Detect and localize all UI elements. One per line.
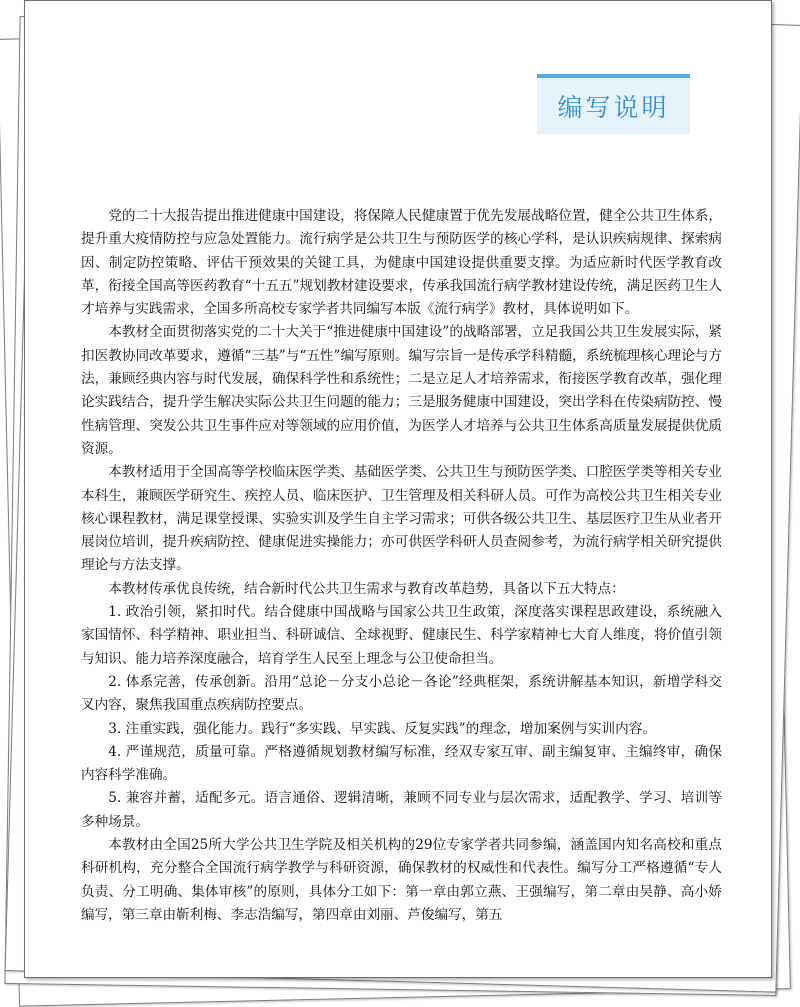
paragraph: 本教材由全国25所大学公共卫生学院及相关机构的29位专家学者共同参编，涵盖国内知名高校和重点科研机构，充分整合全国流行病学教学与科研资源，确保教材的权威性和代表性。编写分工严格遵循“专人负责、分工明确、集体审核”的原则，具体分工如下：第一章由郭立燕、王强编写，第二章由吴静、高小娇编写，第三章由靳利梅、李志浩编写，第四章由刘丽、芦俊编写，第五	[81, 837, 722, 923]
paragraph: 本教材适用于全国高等学校临床医学类、基础医学类、公共卫生与预防医学类、口腔医学类等相关专业本科生，兼顾医学研究生、疾控人员、临床医护、卫生管理及相关科研人员。可作为高校公共卫生相关专业核心课程教材，满足课堂授课、实验实训及学生自主学习需求；可供各级公共卫生、基层医疗卫生从业者开展岗位培训，提升疾病防控、健康促进实操能力；亦可供医学科研人员查阅参考，为流行病学相关研究提供理论与方法支撑。	[81, 464, 722, 574]
body-text	[81, 205, 722, 927]
paragraph: 党的二十大报告提出推进健康中国建设，将保障人民健康置于优先发展战略位置，健全公共卫生体系，提升重大疫情防控与应急处置能力。流行病学是公共卫生与预防医学的核心学科，是认识疾病规律、探索病因、制定防控策略、评估干预效果的关键工具，为健康中国建设提供重要支撑。为适应新时代医学教育改革，衔接全国高等医药教育“十五五”规划教材建设要求，传承我国流行病学教材建设传统，满足医药卫生人才培养与实践需求，全国多所高校专家学者共同编写本版《流行病学》教材，具体说明如下。	[81, 208, 722, 318]
feature-item: 1. 政治引领，紧扣时代。结合健康中国战略与国家公共卫生政策，深度落实课程思政建设，系统融入家国情怀、科学精神、职业担当、科研诚信、全球视野、健康民生、科学家精神七大育人维度，将价值引领与知识、能力培养深度融合，培育学生人民至上理念与公卫使命担当。	[81, 604, 722, 667]
paragraph: 本教材全面贯彻落实党的二十大关于“推进健康中国建设”的战略部署，立足我国公共卫生发展实际，紧扣医教协同改革要求，遵循“三基”与“五性”编写原则。编写宗旨一是传承学科精髓，系统梳理核心理论与方法，兼顾经典内容与时代发展，确保科学性和系统性；二是立足人才培养需求，衔接医学教育改革，强化理论实践结合，提升学生解决实际公共卫生问题的能力；三是服务健康中国建设，突出学科在传染病防控、慢性病管理、突发公共卫生事件应对等领域的应用价值，为医学人才培养与公共卫生体系高质量发展提供优质资源。	[81, 324, 722, 457]
paragraph: 本教材传承优良传统，结合新时代公共卫生需求与教育改革趋势，具备以下五大特点：	[108, 580, 625, 597]
document-page	[24, 0, 772, 978]
feature-item: 5. 兼容并蓄，适配多元。语言通俗、逻辑清晰，兼顾不同专业与层次需求，适配教学、学习、培训等多种场景。	[81, 790, 722, 830]
feature-item: 2. 体系完善，传承创新。沿用“总论－分支小总论－各论”经典框架，系统讲解基本知识，新增学科交叉内容，聚焦我国重点疾病防控要点。	[81, 673, 722, 714]
feature-item: 3. 注重实践，强化能力。践行“多实践、早实践、反复实践”的理念，增加案例与实训内容。	[108, 720, 656, 737]
heading-banner	[537, 74, 690, 134]
feature-item: 4. 严谨规范，质量可靠。严格遵循规划教材编写标准，经双专家互审、副主编复审、主编终审，确保内容科学准确。	[81, 743, 722, 784]
page-title: 编写说明	[557, 93, 670, 122]
